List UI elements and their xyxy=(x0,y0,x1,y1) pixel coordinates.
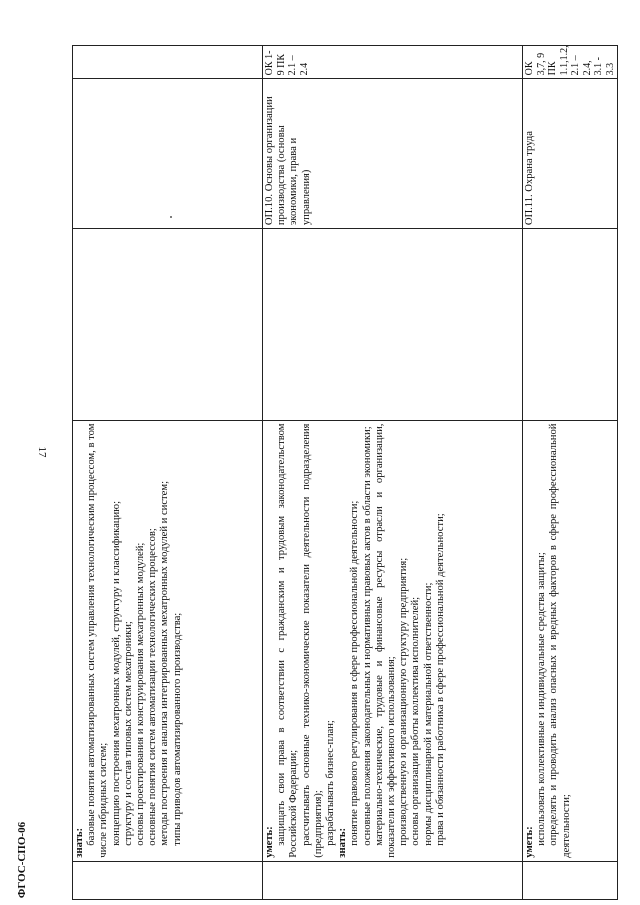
list-item: производственную и организационную структуру предприятия; xyxy=(398,557,410,846)
hours-cell xyxy=(523,229,618,420)
list-item: основы проектирования и конструирования мехатронных модулей; xyxy=(135,542,147,846)
list-item: определять и проводить анализ опасных и вредных факторов в сфере профессиональной деятельности; xyxy=(548,423,572,858)
page-number: 17 xyxy=(36,446,48,458)
list-item: рассчитывать основные технико-экономические показатели деятельности подразделения (предприятия); xyxy=(300,423,324,858)
list-item: типы приводов автоматизированного производства; xyxy=(171,612,183,846)
skills-heading: уметь: xyxy=(264,826,275,858)
list-item: понятие правового регулирования в сфере профессиональной деятельности; xyxy=(349,500,361,846)
rotated-table-wrapper xyxy=(72,45,616,900)
competency-cell: ОК 3,7, 9 ПК 1.1,1.2, 2.1 – 2.4, 3.1 - 3.3 xyxy=(523,46,618,79)
document-footer: ФГОС-СПО-06 xyxy=(16,821,28,899)
table-row xyxy=(263,46,523,900)
knowledge-heading: знать: xyxy=(74,828,85,858)
description-cell xyxy=(73,420,263,861)
description-cell xyxy=(523,420,618,861)
list-item: методы построения и анализа интегрированных мехатронных модулей и систем; xyxy=(159,480,171,846)
list-item: базовые понятия автоматизированных систем управления технологическим процессом, в том числе гибридных систем; xyxy=(86,423,110,858)
list-item: права и обязанности работника в сфере профессиональной деятельности; xyxy=(434,513,446,846)
index-cell xyxy=(73,861,263,899)
index-cell xyxy=(523,861,618,899)
list-item: разрабатывать бизнес-план; xyxy=(325,720,337,846)
list-item: основы организации работы коллектива исполнителей; xyxy=(410,596,422,846)
description-cell xyxy=(263,420,523,861)
discipline-cell xyxy=(73,79,263,229)
list-item: основные положения законодательных и нормативных правовых актов в области экономики; xyxy=(361,426,373,846)
list-item: основные понятия систем автоматизации технологических процессов; xyxy=(147,528,159,846)
table-row xyxy=(523,46,618,900)
competency-cell xyxy=(73,46,263,79)
hours-cell xyxy=(73,229,263,420)
hours-cell xyxy=(263,229,523,420)
list-item: использовать коллективные и индивидуальные средства защиты; xyxy=(536,552,548,846)
table-row xyxy=(73,46,263,900)
list-item: нормы дисциплинарной и материальной ответственности; xyxy=(422,582,434,846)
discipline-cell: ОП.10. Основы организации производства (основы экономики, права и управления) xyxy=(263,79,523,229)
curriculum-table xyxy=(72,45,618,900)
list-item: материально-технические, трудовые и финансовые ресурсы отрасли и организации, показатели их эффективного использования; xyxy=(373,423,398,858)
index-cell xyxy=(263,861,523,899)
competency-cell: ОК 1-9 ПК 2.1 – 2.4 xyxy=(263,46,523,79)
list-item: структуру и состав типовых систем мехатроники; xyxy=(122,621,134,846)
discipline-cell: ОП.11. Охрана труда xyxy=(523,79,618,229)
list-item: концепцию построения мехатронных модулей, структуру и классификацию; xyxy=(110,500,122,846)
knowledge-heading: знать: xyxy=(337,828,349,858)
skills-heading: уметь: xyxy=(524,826,535,858)
list-item: защищать свои права в соответствии с гражданским и трудовым законодательством Российской Федерации; xyxy=(276,423,300,858)
